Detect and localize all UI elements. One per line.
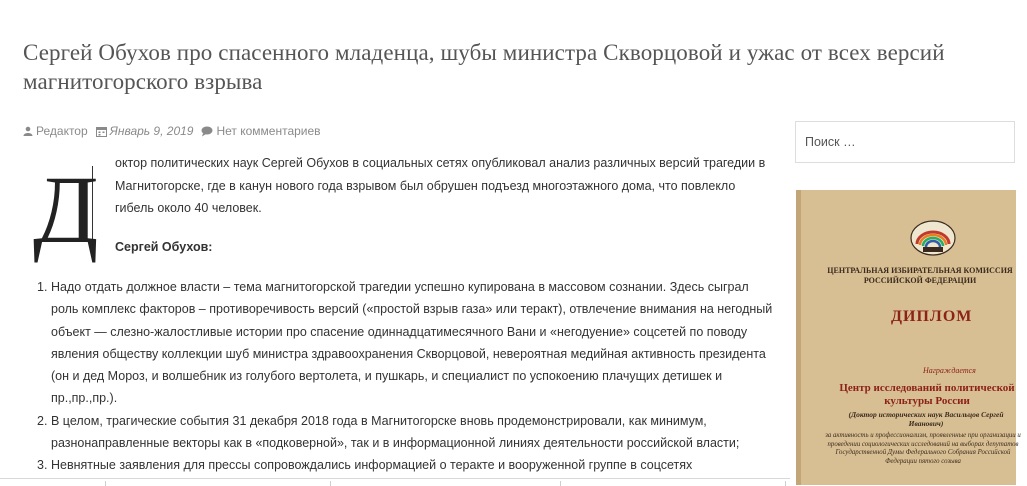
meta-date[interactable] (96, 124, 194, 138)
list-text: В целом, трагические события 31 декабря 2018 года в Магнитогорске вновь продемонстрировали, как минимум, разнонаправленные векторы как в «подковерной», так и в информационной линиях деятельности российской власти; (51, 413, 740, 451)
diploma-heading: ДИПЛОМ (891, 308, 973, 325)
intro-paragraph (115, 152, 770, 220)
post-meta (23, 123, 329, 139)
diploma-description: за активность и профессионализм, проявленные при организации и проведении социологических исследований на выборах депутатов Государственной Думы Федерального Собрания Российской Федерации пятого созыва (825, 432, 1021, 465)
dropcap (33, 156, 99, 263)
diploma-image[interactable] (796, 190, 1021, 485)
list-item (37, 276, 777, 410)
meta-comments[interactable] (201, 124, 320, 138)
intro-text: октор политических наук Сергей Обухов в социальных сетях опубликовал анализ различных версий трагедии в Магнитогорске, где в канун нового года взрывом был обрушен подъезд многоэтажного дома, что повлекло гибель около 40 человек. (115, 156, 766, 215)
dropcap-letter: Д (33, 156, 99, 263)
list-number: 3. (37, 458, 48, 473)
subheading: Сергей Обухов: (115, 240, 213, 254)
diploma-award: Награждается (923, 366, 976, 375)
cec-emblem-icon (909, 218, 957, 258)
meta-author-label: Редактор (36, 124, 88, 138)
meta-author[interactable] (23, 124, 88, 138)
diploma-recipient: Центр исследований политической культуры России (839, 382, 1015, 407)
diploma-recipient-note: (Доктор исторических наук Васильцов Сергей Иванович) (848, 410, 1004, 428)
meta-date-label: Январь 9, 2019 (109, 124, 194, 138)
list-number: 2. (37, 413, 48, 428)
divider (0, 478, 790, 485)
article-title: Сергей Обухов про спасенного младенца, шубы министра Скворцовой и ужас от всех версий магнитогорского взрыва (23, 40, 945, 94)
list-number: 1. (37, 280, 48, 294)
user-icon (23, 126, 33, 136)
list-item (37, 410, 777, 455)
list-text: Надо отдать должное власти – тема магнитогорской трагедии успешно купирована в массовом сознании. Здесь сыграл роль комплекс факторов – противоречивость версий («простой взрыв газа» или теракт), отвлечение внимания на негодный объект — слезно-жалостливые истории про спасение одиннадцатимесячного Вани и «негодуение» соцсетей по поводу явления обществу коллекции шуб министра здравоохранения Скворцовой, невероятная медийная активность президента (он и дед Мороз, и волшебник из голубого вертолета, и пушкарь, и специалист по успокоению плачущих детишек и пр.,пр.,пр.). (51, 280, 773, 406)
numbered-list (37, 276, 777, 477)
list-item (37, 454, 777, 476)
search-input[interactable] (795, 121, 1015, 163)
list-text: Невнятные заявления для прессы сопровождались информацией о теракте и вооруженной группе в соцсетях (51, 458, 693, 473)
comment-icon (201, 126, 213, 137)
meta-comments-label: Нет комментариев (216, 124, 321, 138)
calendar-icon (96, 126, 107, 137)
diploma-org: ЦЕНТРАЛЬНАЯ ИЗБИРАТЕЛЬНАЯ КОМИССИЯ РОССИЙСКОЙ ФЕДЕРАЦИИ (827, 266, 1013, 285)
